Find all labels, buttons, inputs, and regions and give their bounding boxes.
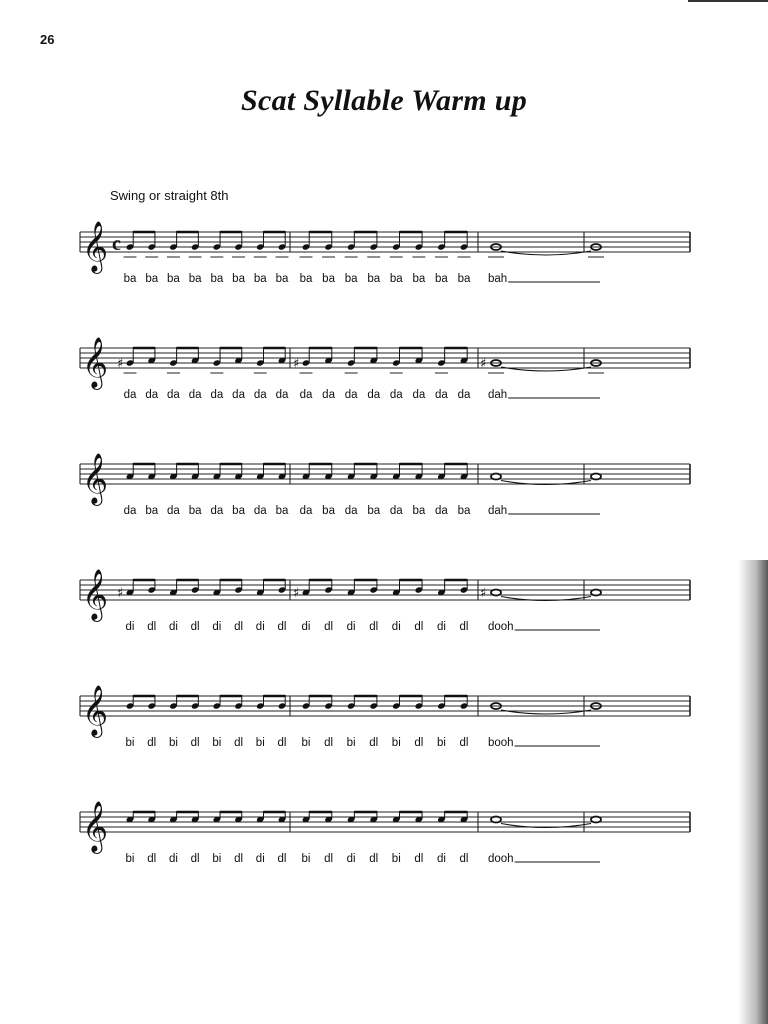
lyric-syllable: ba	[322, 273, 335, 285]
lyric-syllable: ba	[275, 505, 289, 517]
lyric-syllable: da	[435, 505, 448, 517]
lyric-syllable: dl	[459, 737, 469, 749]
lyric-syllable: da	[389, 505, 403, 517]
sharp-icon: ♯	[480, 356, 487, 372]
lyric-syllable: dl	[147, 737, 157, 749]
lyric-syllable: di	[346, 853, 356, 865]
lyric-syllable: dl	[190, 621, 200, 633]
lyric-syllable: da	[167, 505, 180, 517]
lyric-syllable: di	[212, 621, 222, 633]
final-syllable: bah	[488, 273, 508, 285]
staff-system-2	[80, 337, 690, 401]
lyric-syllable: da	[299, 389, 313, 401]
lyric-syllable: dl	[277, 621, 287, 633]
lyric-syllable: ba	[367, 273, 381, 285]
lyric-syllable: da	[253, 389, 267, 401]
lyric-syllable: ba	[435, 273, 448, 285]
sharp-icon: ♯	[117, 586, 124, 601]
lyric-syllable: dl	[459, 621, 469, 633]
lyric-syllable: dl	[147, 621, 157, 633]
staff-system-4	[80, 569, 690, 633]
lyric-syllable: dl	[369, 621, 379, 633]
final-syllable: booh	[488, 737, 514, 749]
treble-clef-icon: 𝄞	[82, 569, 109, 620]
lyric-syllable: ba	[275, 273, 289, 285]
lyric-syllable: ba	[253, 273, 267, 285]
lyric-syllable: da	[167, 389, 180, 401]
lyric-syllable: ba	[145, 505, 159, 517]
sharp-icon: ♯	[117, 356, 124, 372]
lyric-syllable: ba	[145, 273, 159, 285]
lyric-syllable: dl	[277, 737, 287, 749]
staff-system-3	[80, 453, 690, 517]
scan-edge-shadow	[738, 560, 768, 1024]
lyric-syllable: da	[253, 505, 267, 517]
lyric-syllable: da	[344, 505, 358, 517]
lyric-syllable: di	[436, 853, 446, 865]
lyric-syllable: bi	[125, 737, 135, 749]
lyric-syllable: da	[435, 389, 448, 401]
lyric-syllable: di	[255, 853, 265, 865]
staff-system-5	[80, 685, 690, 749]
lyric-syllable: dl	[459, 853, 469, 865]
lyric-syllable: da	[210, 505, 224, 517]
lyric-syllable: di	[391, 621, 401, 633]
lyric-syllable: dl	[324, 853, 334, 865]
lyric-syllable: dl	[369, 737, 379, 749]
treble-clef-icon: 𝄞	[82, 685, 109, 736]
whole-note	[491, 817, 501, 823]
treble-clef-icon: 𝄞	[82, 801, 109, 852]
lyric-syllable: bi	[301, 853, 311, 865]
lyric-syllable: ba	[412, 505, 426, 517]
lyric-syllable: dl	[324, 621, 334, 633]
lyric-syllable: bi	[436, 737, 446, 749]
treble-clef-icon: 𝄞	[82, 453, 109, 504]
sharp-icon: ♯	[293, 356, 300, 372]
lyric-syllable: da	[412, 389, 426, 401]
lyric-syllable: ba	[389, 273, 403, 285]
final-syllable: dooh	[488, 853, 514, 865]
tempo-marking: Swing or straight 8th	[110, 188, 229, 203]
lyric-syllable: ba	[167, 273, 180, 285]
lyric-syllable: dl	[234, 853, 244, 865]
lyric-syllable: dl	[369, 853, 379, 865]
whole-note	[491, 474, 501, 480]
lyric-syllable: da	[123, 389, 137, 401]
whole-note	[591, 474, 601, 480]
lyric-syllable: da	[210, 389, 224, 401]
lyric-syllable: da	[145, 389, 159, 401]
lyric-syllable: di	[255, 621, 265, 633]
staff-system-1	[80, 221, 690, 285]
final-syllable: dah	[488, 389, 508, 401]
lyric-syllable: ba	[188, 505, 202, 517]
lyric-syllable: ba	[322, 505, 335, 517]
treble-clef-icon: 𝄞	[82, 337, 109, 388]
page-title: Scat Syllable Warm up	[240, 84, 528, 117]
lyric-syllable: bi	[346, 737, 356, 749]
lyric-syllable: da	[457, 389, 471, 401]
lyric-syllable: di	[168, 853, 178, 865]
staff-system-6	[80, 801, 690, 865]
lyric-syllable: da	[389, 389, 403, 401]
final-syllable: dah	[488, 505, 508, 517]
whole-note	[591, 590, 601, 596]
lyric-syllable: dl	[277, 853, 287, 865]
lyric-syllable: dl	[324, 737, 334, 749]
lyric-syllable: dl	[414, 737, 424, 749]
lyric-syllable: dl	[147, 853, 157, 865]
lyric-syllable: ba	[412, 273, 426, 285]
lyric-syllable: ba	[232, 505, 245, 517]
lyric-syllable: ba	[232, 273, 245, 285]
lyric-syllable: bi	[168, 737, 178, 749]
lyric-syllable: dl	[234, 621, 244, 633]
lyric-syllable: dl	[414, 621, 424, 633]
lyric-syllable: bi	[255, 737, 265, 749]
page-number: 26	[40, 32, 55, 47]
sharp-icon: ♯	[480, 586, 487, 601]
lyric-syllable: da	[123, 505, 137, 517]
whole-note	[591, 817, 601, 823]
lyric-syllable: di	[436, 621, 446, 633]
lyric-syllable: di	[346, 621, 356, 633]
lyric-syllable: bi	[391, 737, 401, 749]
lyric-syllable: bi	[125, 853, 135, 865]
lyric-syllable: da	[188, 389, 202, 401]
lyric-syllable: ba	[457, 505, 471, 517]
lyric-syllable: da	[344, 389, 358, 401]
treble-clef-icon: 𝄞	[82, 221, 109, 272]
lyric-syllable: da	[299, 505, 313, 517]
lyric-syllable: bi	[212, 737, 222, 749]
lyric-syllable: dl	[234, 737, 244, 749]
lyric-syllable: bi	[391, 853, 401, 865]
lyric-syllable: da	[322, 389, 335, 401]
lyric-syllable: dl	[190, 737, 200, 749]
lyric-syllable: da	[367, 389, 381, 401]
lyric-syllable: ba	[457, 273, 471, 285]
lyric-syllable: dl	[414, 853, 424, 865]
lyric-syllable: di	[168, 621, 178, 633]
lyric-syllable: ba	[210, 273, 224, 285]
lyric-syllable: di	[301, 621, 311, 633]
final-syllable: dooh	[488, 621, 514, 633]
lyric-syllable: bi	[301, 737, 311, 749]
sharp-icon: ♯	[293, 586, 300, 601]
lyric-syllable: dl	[190, 853, 200, 865]
lyric-syllable: di	[125, 621, 135, 633]
lyric-syllable: ba	[367, 505, 381, 517]
lyric-syllable: ba	[188, 273, 202, 285]
whole-note	[491, 590, 501, 596]
lyric-syllable: da	[232, 389, 245, 401]
lyric-syllable: bi	[212, 853, 222, 865]
time-signature: c	[112, 233, 121, 255]
lyric-syllable: ba	[344, 273, 358, 285]
lyric-syllable: da	[275, 389, 289, 401]
lyric-syllable: ba	[123, 273, 137, 285]
lyric-syllable: ba	[299, 273, 313, 285]
